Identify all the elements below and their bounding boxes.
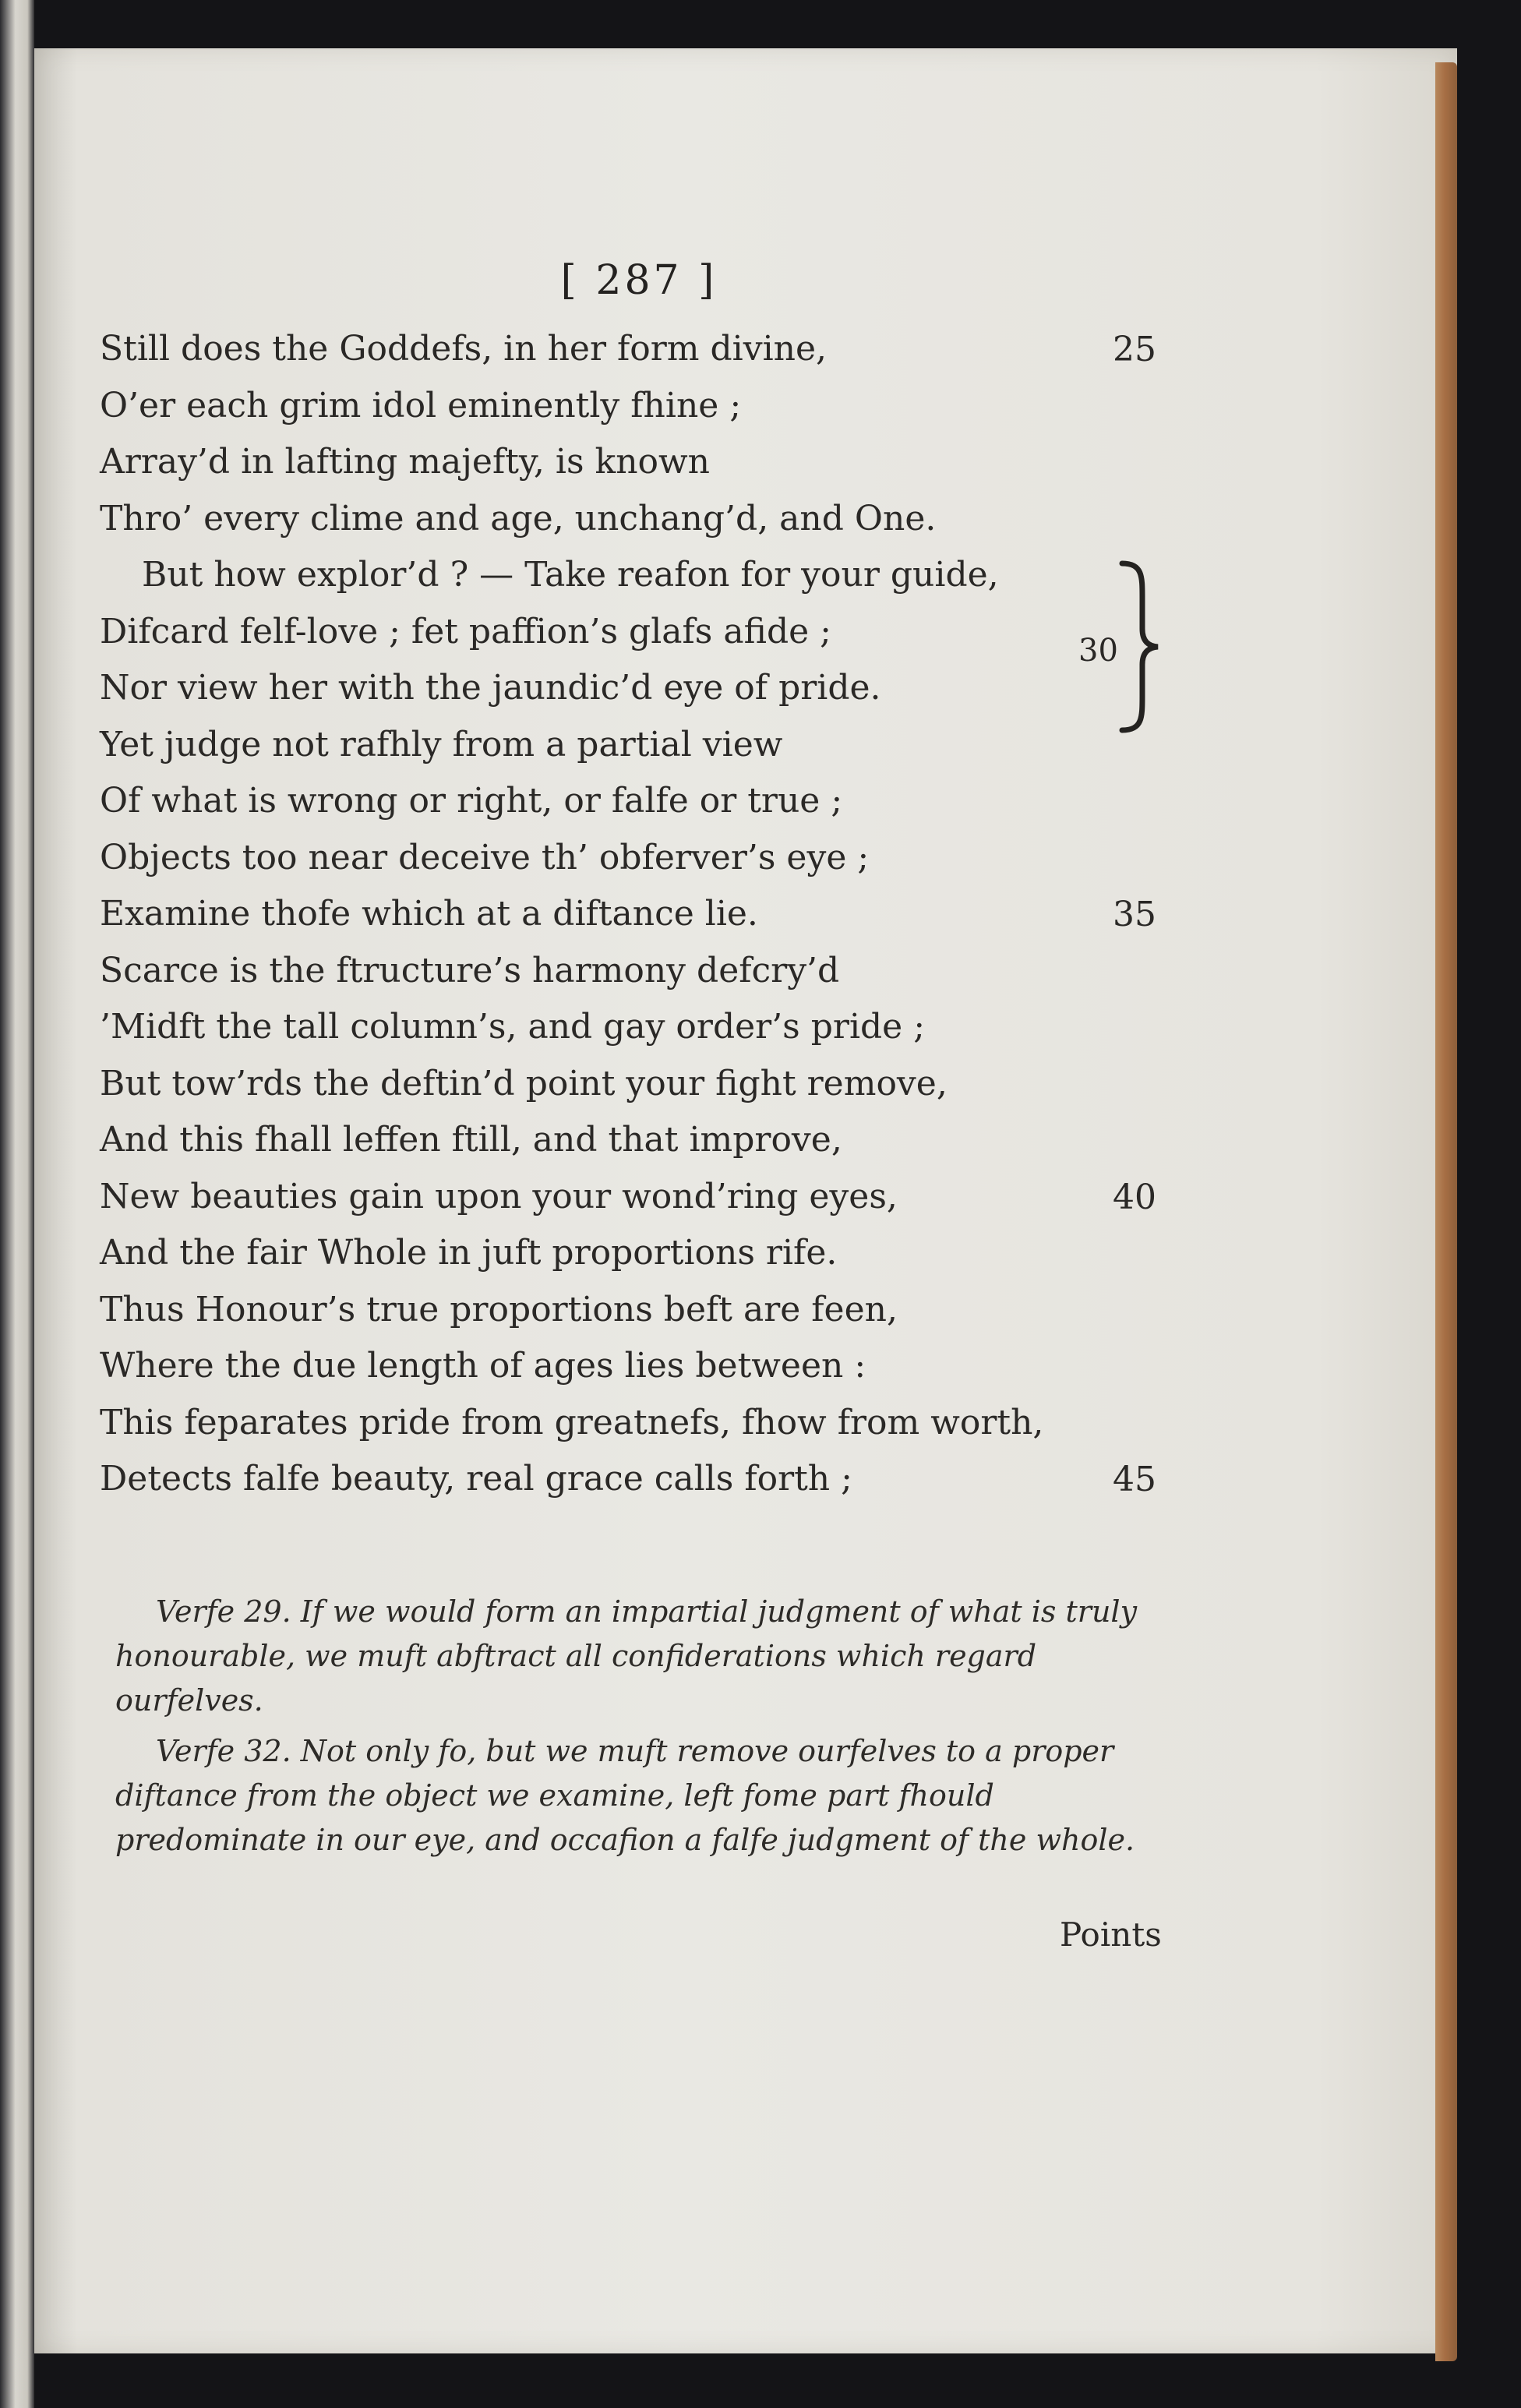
poem-line: Still does the Goddefs, in her form divine,: [100, 329, 828, 369]
poem-line: Objects too near deceive th’ obferver’s eye ;: [100, 837, 870, 877]
poem-line: Where the due length of ages lies between :: [100, 1346, 866, 1386]
line-number: 45: [1113, 1460, 1156, 1499]
poem-line: Thro’ every clime and age, unchang’d, and One.: [100, 498, 937, 538]
poem-line: Nor view her with the jaundic’d eye of pride.: [100, 668, 881, 708]
catchword: Points: [1060, 1915, 1162, 1954]
poem-line: O’er each grim idol eminently fhine ;: [100, 385, 742, 425]
line-number: 35: [1113, 895, 1156, 934]
poem-line: And this fhall leffen ftill, and that improve,: [100, 1120, 842, 1160]
poem-line: Thus Honour’s true proportions beft are feen,: [100, 1289, 898, 1329]
footnotes: [115, 1590, 1175, 1869]
page-number-header: [ 287 ]: [560, 257, 718, 304]
footnote-verse-32: Verfe 32. Not only fo, but we muft remove ourfelves to a proper diftance from the object we examine, left fome part fhould predominate in our eye, and occafion a falfe judgment of the whole.: [115, 1734, 1135, 1857]
poem-line: Of what is wrong or right, or falfe or true ;: [100, 781, 843, 821]
poem-line: This feparates pride from greatnefs, fhow from worth,: [100, 1402, 1044, 1442]
poem-line: Difcard felf-love ; fet paffion’s glafs afide ;: [100, 611, 831, 651]
poem-text: [100, 321, 1175, 1508]
poem-line: Yet judge not rafhly from a partial view: [100, 724, 783, 764]
poem-line: Array’d in lafting majefty, is known: [100, 442, 711, 482]
poem-line: But tow’rds the deftin’d point your fight remove,: [100, 1063, 948, 1103]
poem-line: Examine thofe which at a diftance lie.: [100, 894, 758, 934]
book-cover-edge: [1435, 62, 1457, 2361]
poem-line: And the fair Whole in juft proportions rife.: [100, 1233, 838, 1273]
poem-line: New beauties gain upon your wond’ring eyes,: [100, 1176, 898, 1216]
curly-brace: [1116, 557, 1163, 736]
line-number: 25: [1113, 330, 1156, 369]
line-number-30: 30: [1078, 633, 1118, 669]
poem-line: Scarce is the ftructure’s harmony defcry’d: [100, 950, 840, 990]
poem-line: ’Midft the tall column’s, and gay order’s pride ;: [100, 1007, 926, 1047]
line-number: 40: [1113, 1177, 1156, 1217]
poem-line: Detects falfe beauty, real grace calls forth ;: [100, 1459, 852, 1499]
facing-page-edge: [0, 0, 34, 2408]
footnote-verse-29: Verfe 29. If we would form an impartial judgment of what is truly honourable, we muft abftract all confiderations which regard ourfelves.: [115, 1594, 1138, 1718]
poem-line: But how explor’d ? — Take reafon for your guide,: [142, 555, 999, 595]
